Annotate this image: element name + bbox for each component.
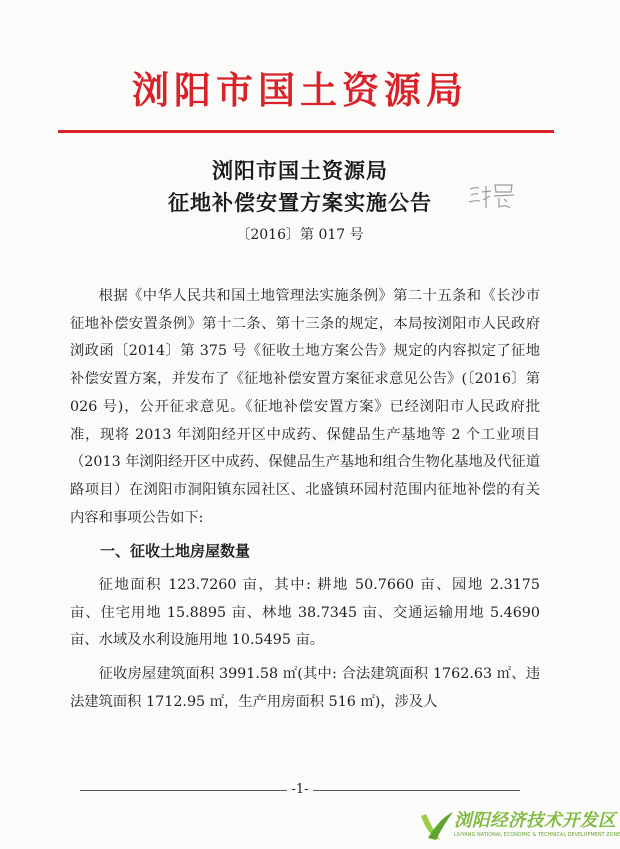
notice-body bbox=[70, 283, 540, 717]
watermark-name: 浏阳经济技术开发区 bbox=[454, 811, 616, 831]
letterhead-title: 浏阳市国土资源局 bbox=[132, 68, 468, 112]
letterhead-divider bbox=[58, 130, 554, 133]
building-area-paragraph: 征收房屋建筑面积 3991.58 ㎡(其中: 合法建筑面积 1762.63 ㎡、违法建筑面积 1712.95 ㎡，生产用房面积 516 ㎡)，涉及人 bbox=[70, 666, 540, 710]
land-area-paragraph: 征地面积 123.7260 亩，其中: 耕地 50.7660 亩、园地 2.3175 亩、住宅用地 15.8895 亩、林地 38.7345 亩、交通运输用地 5.4690 亩、水域及水利设施用地 10.5495 亩。 bbox=[70, 577, 540, 649]
notice-title: 征地补偿安置方案实施公告 bbox=[168, 190, 432, 215]
intro-paragraph: 根据《中华人民共和国土地管理法实施条例》第二十五条和《长沙市征地补偿安置条例》第十二条、第十三条的规定，本局按浏阳市人民政府浏政函〔2014〕第 375 号《征收土地方案公告》规定的内容拟定了征地补偿安置方案，并发布了《征地补偿安置方案征求意见公告》(〔2016〕第 026 号)，公开征求意见。《征地补偿安置方案》已经浏阳市人民政府批准，现将 2013 年浏阳经开区中成药、保健品生产基地等 2 个工业项目（2013 年浏阳经开区中成药、保健品生产基地和组合生物化基地及代征道路项目）在浏阳市洞阳镇东园社区、北盛镇环园村范围内征地补偿的有关内容和事项公告如下: bbox=[70, 288, 540, 526]
section-heading-1: 一、征收土地房屋数量 bbox=[100, 542, 251, 561]
leaf-swoosh-icon bbox=[418, 810, 454, 842]
notice-issuer-title: 浏阳市国土资源局 bbox=[212, 158, 388, 183]
watermark-logo bbox=[418, 808, 620, 846]
handwritten-note bbox=[466, 180, 520, 214]
watermark-subtitle: LIUYANG NATIONAL ECONOMIC & TECHNICAL DEVELOPMENT ZONE bbox=[454, 833, 620, 838]
page-number: -1- bbox=[0, 781, 600, 799]
document-number: 〔2016〕第 017 号 bbox=[236, 227, 364, 243]
